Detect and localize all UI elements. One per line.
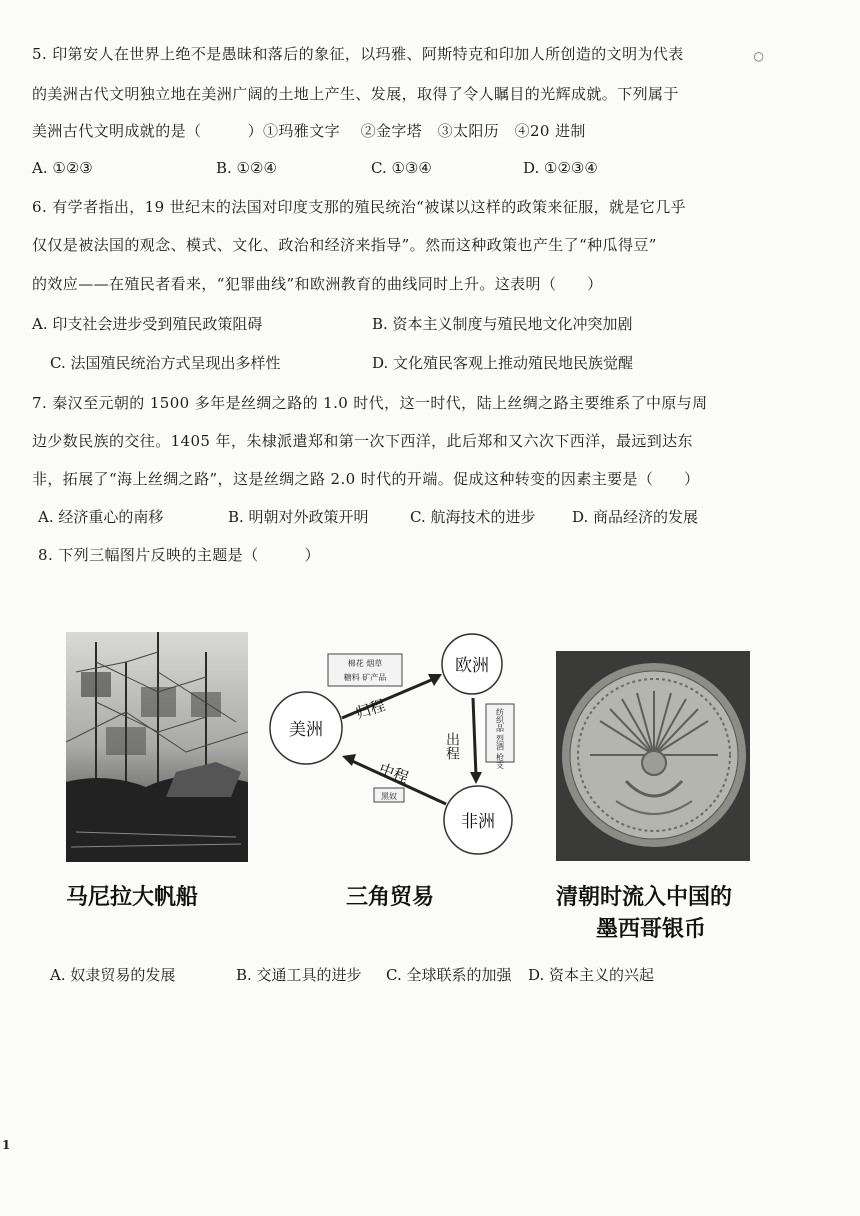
label-return: 归程 (353, 696, 388, 723)
q6-line-3: 的效应——在殖民者看来，“犯罪曲线”和欧洲教育的曲线同时上升。这表明（ ） (32, 275, 603, 293)
q7-line-2: 边少数民族的交往。1405 年，朱棣派遣郑和第一次下西洋，此后郑和又六次下西洋，最远到达东 (32, 432, 693, 450)
goods-return-1: 棉花 烟草 (347, 659, 383, 668)
q5-option-b[interactable]: B. ①②④ (216, 159, 277, 177)
q7-option-b[interactable]: B. 明朝对外政策开明 (228, 508, 369, 526)
q6-option-a[interactable]: A. 印支社会进步受到殖民政策阻碍 (32, 315, 263, 333)
silver-coin-illustration (556, 651, 750, 861)
galleon-picture (66, 632, 248, 862)
arrow-outbound-head (470, 772, 482, 784)
q6-option-c[interactable]: C. 法国殖民统治方式呈现出多样性 (50, 354, 281, 372)
goods-middle: 黑奴 (381, 792, 397, 801)
q5-line-2: 的美洲古代文明独立地在美洲广阔的土地上产生、发展，取得了令人瞩目的光辉成就。下列属于 (32, 85, 679, 103)
q7-option-a[interactable]: A. 经济重心的南移 (38, 508, 164, 526)
arrow-outbound (473, 698, 476, 776)
q8-line-1: 8. 下列三幅图片反映的主题是（ ） (38, 546, 321, 564)
q6-option-b[interactable]: B. 资本主义制度与殖民地文化冲突加剧 (372, 315, 633, 333)
q8-option-c[interactable]: C. 全球联系的加强 (386, 966, 512, 984)
triangular-trade-diagram (262, 628, 528, 860)
node-africa-label: 非洲 (461, 812, 495, 832)
q8-option-a[interactable]: A. 奴隶贸易的发展 (50, 966, 176, 984)
coin-caption-line-1: 清朝时流入中国的 (556, 885, 733, 910)
coin-picture (556, 651, 750, 861)
node-europe-label: 欧洲 (455, 656, 489, 676)
label-middle: 中程 (376, 759, 411, 787)
arrow-middle-head (342, 754, 356, 766)
label-outbound: 出程 (444, 732, 460, 760)
q6-option-d[interactable]: D. 文化殖民客观上推动殖民地民族觉醒 (372, 354, 634, 372)
coin-caption-line-2: 墨西哥银币 (596, 917, 707, 942)
q7-option-c[interactable]: C. 航海技术的进步 (410, 508, 536, 526)
node-america-label: 美洲 (289, 720, 323, 740)
q8-option-b[interactable]: B. 交通工具的进步 (236, 966, 362, 984)
galleon-illustration (66, 632, 248, 862)
goods-return-2: 糖料 矿产品 (343, 673, 387, 682)
goods-outbound: 纺织品 烈酒 枪支 (495, 708, 505, 770)
page-number: 1 (2, 1138, 11, 1152)
q8-option-d[interactable]: D. 资本主义的兴起 (528, 966, 655, 984)
q7-line-1: 7. 秦汉至元朝的 1500 多年是丝绸之路的 1.0 时代，这一时代，陆上丝绸之路主要维系了中原与周 (32, 394, 708, 412)
q6-line-1: 6. 有学者指出，19 世纪末的法国对印度支那的殖民统治“被谋以这样的政策来征服，就是它几乎 (32, 198, 687, 216)
galleon-caption: 马尼拉大帆船 (66, 885, 199, 910)
margin-mark: ○ (753, 49, 764, 63)
q5-line-1: 5. 印第安人在世界上绝不是愚昧和落后的象征，以玛雅、阿斯特克和印加人所创造的文明为代表 (32, 45, 684, 63)
q7-line-3: 非，拓展了“海上丝绸之路”，这是丝绸之路 2.0 时代的开端。促成这种转变的因素主要是（ ） (32, 470, 700, 488)
q7-option-d[interactable]: D. 商品经济的发展 (572, 508, 699, 526)
q6-line-2: 仅仅是被法国的观念、模式、文化、政治和经济来指导”。然而这种政策也产生了“种瓜得豆” (32, 236, 657, 254)
q5-option-a[interactable]: A. ①②③ (32, 159, 93, 177)
q5-option-c[interactable]: C. ①③④ (371, 159, 432, 177)
q5-option-d[interactable]: D. ①②③④ (523, 159, 598, 177)
q5-line-3: 美洲古代文明成就的是（ ）①玛雅文字 ②金字塔 ③太阳历 ④20 进制 (32, 122, 586, 140)
trade-caption: 三角贸易 (345, 885, 434, 910)
